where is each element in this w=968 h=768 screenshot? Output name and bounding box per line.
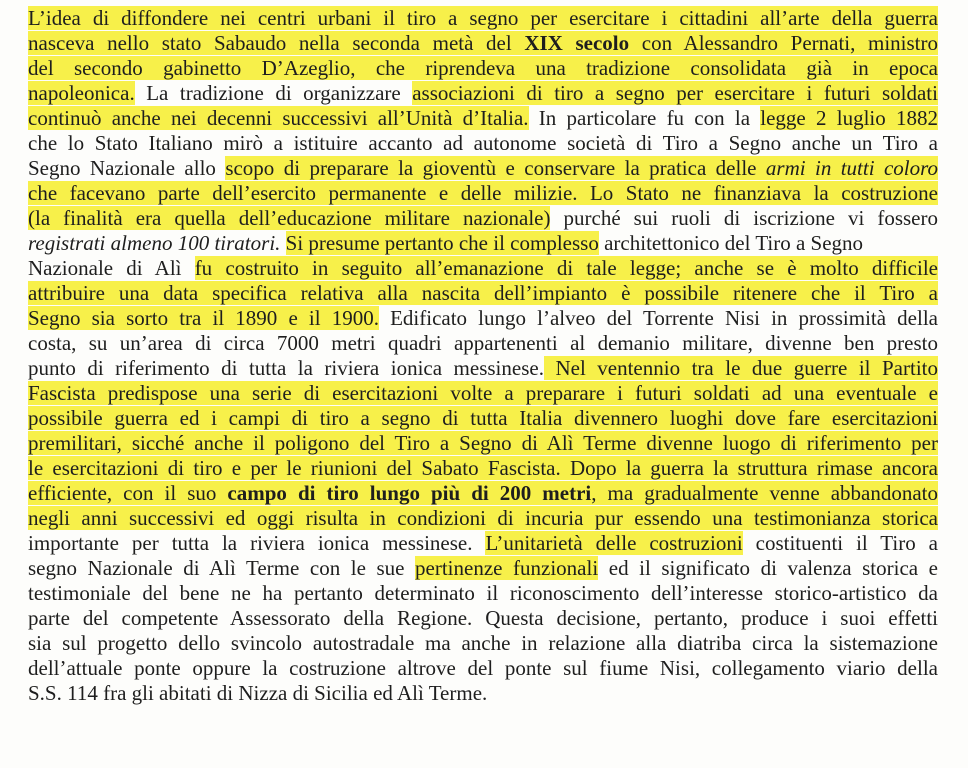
highlighted-text: le esercitazioni di tiro e per le riunioni del Sabato Fascista. Dopo la guerra la struttura rimase ancora <box>28 456 938 480</box>
text-line <box>28 31 938 56</box>
text-line <box>28 381 938 406</box>
text-line <box>28 6 938 31</box>
text-line <box>28 256 938 281</box>
text-segment: registrati almeno 100 tiratori. <box>28 231 281 255</box>
highlighted-text: scopo di preparare la gioventù e conservare la pratica delle <box>225 156 766 180</box>
text-line <box>28 531 938 556</box>
text-segment: sia sul progetto dello svincolo autostradale ma anche in relazione alla diatriba circa la sistemazione <box>28 631 938 655</box>
highlighted-text: con Alessandro Pernati, ministro <box>629 31 938 55</box>
text-segment: La tradizione di organizzare <box>134 81 413 105</box>
highlighted-text: che facevano parte dell’esercito permanente e delle milizie. Lo Stato ne finanziava la costruzione <box>28 181 938 205</box>
text-segment: testimoniale del bene ne ha pertanto determinato il riconoscimento dell’interesse storico-artistico da <box>28 581 938 605</box>
text-line <box>28 81 938 106</box>
highlighted-text: pertinenze funzionali <box>415 556 599 580</box>
highlighted-text: Si presume pertanto che il complesso <box>285 231 599 255</box>
text-segment: Edificato lungo l’alveo del Torrente Nisi in prossimità della <box>378 306 938 330</box>
text-segment: parte del competente Assessorato della Regione. Questa decisione, pertanto, produce i suoi effetti <box>28 606 938 630</box>
text-line <box>28 556 938 581</box>
text-line <box>28 606 938 631</box>
text-line <box>28 281 938 306</box>
text-segment: ed il significato di valenza storica e <box>598 556 938 580</box>
highlighted-text: efficiente, con il suo <box>28 481 228 505</box>
text-line <box>28 506 938 531</box>
highlighted-text: L’idea di diffondere nei centri urbani il tiro a segno per esercitare i cittadini all’arte della guerra <box>28 6 938 30</box>
text-segment: punto di riferimento di tutta la riviera ionica messinese. <box>28 356 544 380</box>
highlighted-text: campo di tiro lungo più di 200 metri <box>227 481 592 505</box>
highlighted-text: (la finalità era quella dell’educazione militare nazionale) <box>28 206 551 230</box>
text-line <box>28 681 938 706</box>
highlighted-text: Fascista predispose una serie di esercitazioni volte a preparare i futuri soldati ad una eventuale e <box>28 381 938 405</box>
text-segment: architettonico del Tiro a Segno <box>598 231 864 255</box>
text-segment: purché sui ruoli di iscrizione vi fossero <box>550 206 938 230</box>
text-segment: importante per tutta la riviera ionica messinese. <box>28 531 486 555</box>
text-segment: Nazionale di Alì <box>28 256 195 280</box>
text-line <box>28 456 938 481</box>
highlighted-text: associazioni di tiro a segno per esercitare i futuri soldati <box>412 81 938 105</box>
text-line <box>28 306 938 331</box>
text-line <box>28 181 938 206</box>
text-segment: S.S. 114 fra gli abitati di Nizza di Sicilia ed Alì Terme. <box>28 681 488 705</box>
text-line <box>28 56 938 81</box>
text-line <box>28 581 938 606</box>
text-segment: dell’attuale ponte oppure la costruzione altrove del ponte sul fiume Nisi, collegamento viario della <box>28 656 938 680</box>
highlighted-text: attribuire una data specifica relativa alla nascita dell’impianto è possibile ritenere che il Tiro a <box>28 281 938 305</box>
highlighted-text: possibile guerra ed i campi di tiro a segno di tutta Italia divennero luoghi dove fare esercitazioni <box>28 406 938 430</box>
text-segment: costituenti il Tiro a <box>742 531 938 555</box>
highlighted-text: L’unitarietà delle costruzioni <box>485 531 743 555</box>
text-line <box>28 631 938 656</box>
highlighted-text: continuò anche nei decenni successivi all’Unità d’Italia. <box>28 106 529 130</box>
highlighted-text: napoleonica. <box>28 81 135 105</box>
highlighted-text: armi in tutti coloro <box>765 156 938 180</box>
text-segment: che lo Stato Italiano mirò a istituire accanto ad autonome società di Tiro a Segno anche un Tiro a <box>28 131 938 155</box>
text-line <box>28 131 938 156</box>
text-line <box>28 481 938 506</box>
text-line <box>28 406 938 431</box>
highlighted-text: negli anni successivi ed oggi risulta in condizioni di incuria pur essendo una testimonianza storica <box>28 506 938 530</box>
text-segment <box>280 231 285 255</box>
text-segment: segno Nazionale di Alì Terme con le sue <box>28 556 416 580</box>
text-line <box>28 331 938 356</box>
text-segment: Segno Nazionale allo <box>28 156 226 180</box>
text-segment: costa, su un’area di circa 7000 metri quadri appartenenti al demanio militare, divenne ben presto <box>28 331 938 355</box>
highlighted-text: legge 2 luglio 1882 <box>760 106 938 130</box>
document-body <box>28 6 938 706</box>
text-segment: In particolare fu con la <box>528 106 761 130</box>
highlighted-text: Nel ventennio tra le due guerre il Partito <box>543 356 938 380</box>
highlighted-text: nasceva nello stato Sabaudo nella seconda metà del <box>28 31 525 55</box>
text-line <box>28 356 938 381</box>
highlighted-text: del secondo gabinetto D’Azeglio, che riprendeva una tradizione consolidata già in epoca <box>28 56 938 80</box>
text-line <box>28 656 938 681</box>
text-line <box>28 231 938 256</box>
highlighted-text: XIX secolo <box>524 31 630 55</box>
highlighted-text: premilitari, sicché anche il poligono del Tiro a Segno di Alì Terme divenne luogo di riferimento per <box>28 431 938 455</box>
text-line <box>28 156 938 181</box>
highlighted-text: , ma gradualmente venne abbandonato <box>591 481 939 505</box>
text-line <box>28 431 938 456</box>
highlighted-text: fu costruito in seguito all’emanazione di tale legge; anche se è molto difficile <box>194 256 938 280</box>
text-line <box>28 106 938 131</box>
text-line <box>28 206 938 231</box>
highlighted-text: Segno sia sorto tra il 1890 e il 1900. <box>28 306 379 330</box>
